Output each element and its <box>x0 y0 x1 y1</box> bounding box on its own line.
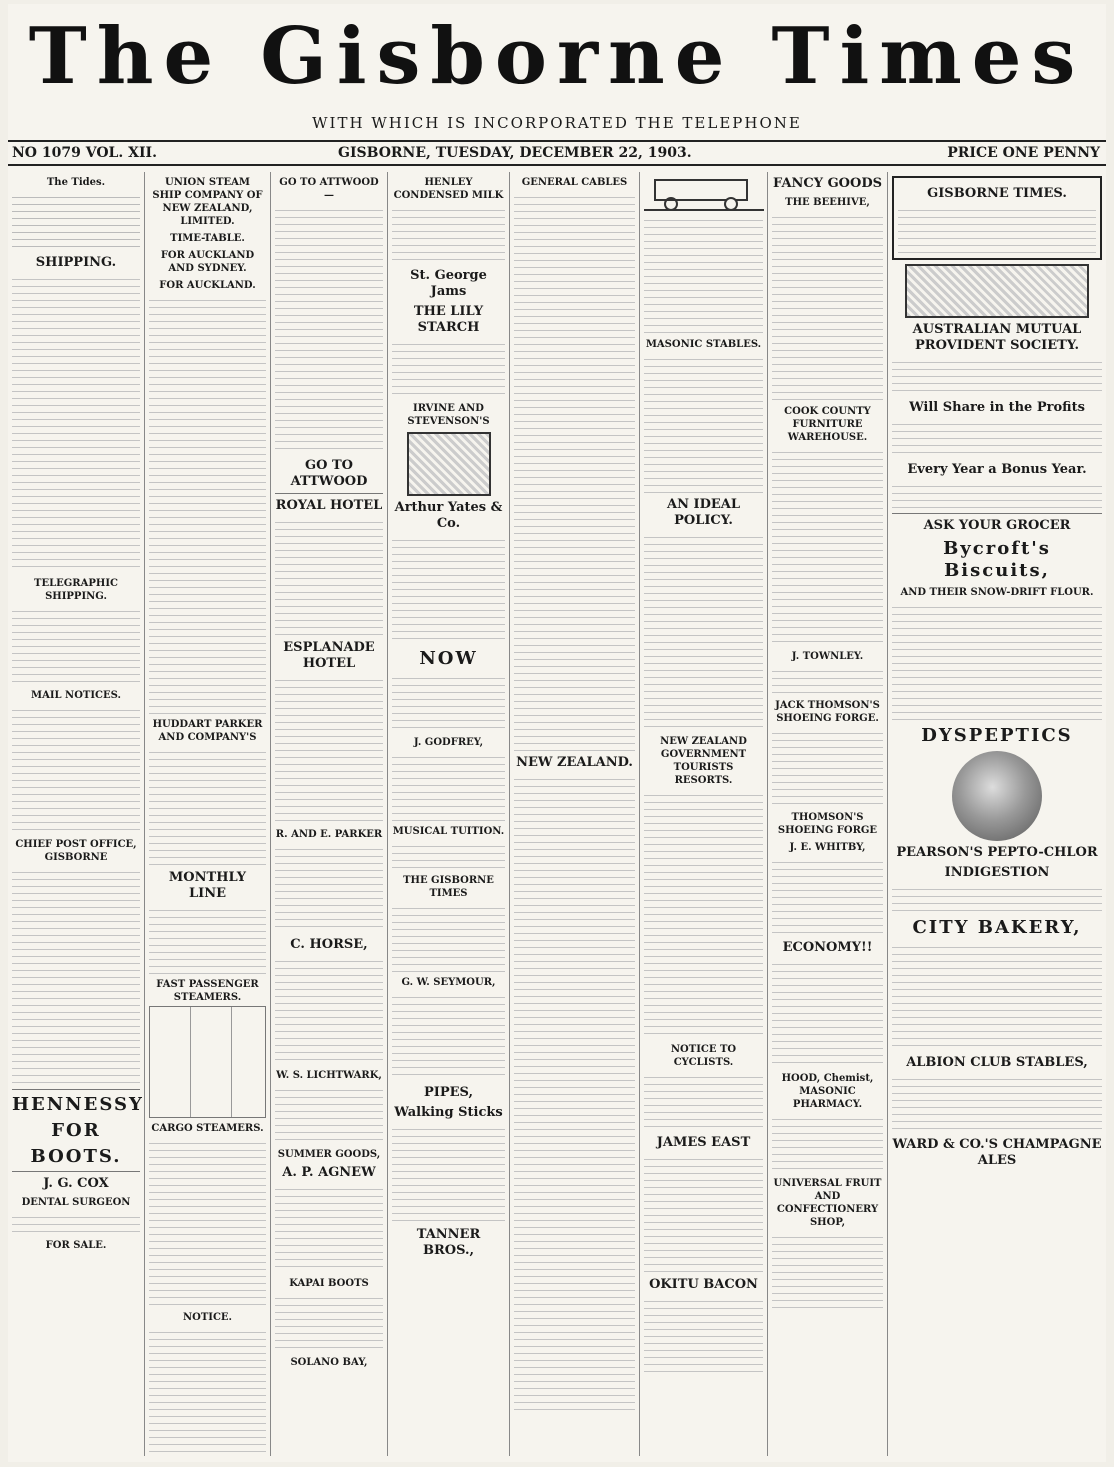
city-bakery: CITY BAKERY, <box>912 917 1082 938</box>
column-6 <box>640 172 768 1456</box>
coach-illustration <box>644 175 764 211</box>
walking-sticks: Walking Sticks <box>394 1105 503 1120</box>
yates-illustration <box>407 432 491 496</box>
parker: R. AND E. PARKER <box>275 829 383 840</box>
godfrey: J. GODFREY, <box>413 737 484 748</box>
shipping-text <box>12 273 140 573</box>
huddart-parker: HUDDART PARKER AND COMPANY'S <box>152 719 263 743</box>
musical-tuition: MUSICAL TUITION. <box>392 826 505 837</box>
hood-chemist: HOOD, Chemist, MASONIC PHARMACY. <box>781 1073 874 1110</box>
thomson-forge: THOMSON'S SHOEING FORGE <box>777 812 878 836</box>
attwood-1: GO TO ATTWOOD— <box>279 177 379 201</box>
cook-county: COOK COUNTY FURNITURE WAREHOUSE. <box>784 406 871 443</box>
yates: Arthur Yates & Co. <box>394 500 503 531</box>
masthead-title: The Gisborne Times <box>28 11 1086 102</box>
new-zealand: NEW ZEALAND. <box>516 755 633 770</box>
newspaper-page <box>8 4 1106 1462</box>
timetable-text <box>149 294 266 714</box>
dental-surgeon: DENTAL SURGEON <box>21 1197 131 1208</box>
bonus-year: Every Year a Bonus Year. <box>907 462 1087 477</box>
ward-ales: WARD & CO.'S CHAMPAGNE ALES <box>892 1137 1102 1168</box>
time-table: TIME-TABLE. <box>170 233 245 244</box>
times-printing: THE GISBORNE TIMES <box>403 875 494 899</box>
fast-passenger: FAST PASSENGER STEAMERS. <box>156 979 259 1003</box>
telegraphic-text <box>12 605 140 685</box>
post-office-text <box>12 866 140 1086</box>
column-2 <box>145 172 271 1456</box>
indigestion: INDIGESTION <box>944 865 1050 880</box>
amp-society: AUSTRALIAN MUTUAL PROVIDENT SOCIETY. <box>912 322 1082 353</box>
ask-grocer: ASK YOUR GROCER <box>923 518 1071 533</box>
okitu-bacon: OKITU BACON <box>649 1277 758 1292</box>
jack-thomson: JACK THOMSON'S SHOEING FORGE. <box>775 700 880 724</box>
seymour: G. W. SEYMOUR, <box>401 977 496 988</box>
snow-drift: AND THEIR SNOW-DRIFT FLOUR. <box>900 587 1094 598</box>
monthly-line: MONTHLY LINE <box>168 870 247 901</box>
column-3 <box>271 172 388 1456</box>
james-east: JAMES EAST <box>656 1135 751 1150</box>
kapai-boots: KAPAI BOOTS <box>289 1278 369 1289</box>
general-cables: GENERAL CABLES <box>521 177 628 188</box>
hennessy-boots: BOOTS. <box>30 1146 122 1167</box>
auckland-sydney: FOR AUCKLAND AND SYDNEY. <box>160 250 255 274</box>
royal-hotel: ROYAL HOTEL <box>275 498 383 513</box>
gisborne-times-ad-title: GISBORNE TIMES. <box>927 186 1067 201</box>
notice-heading: NOTICE. <box>182 1312 233 1323</box>
share-profits: Will Share in the Profits <box>909 400 1085 415</box>
for-auckland: FOR AUCKLAND. <box>159 280 256 291</box>
price: PRICE ONE PENNY <box>947 145 1100 161</box>
ideal-policy: AN IDEAL POLICY. <box>667 497 740 528</box>
tides-heading: The Tides. <box>46 177 106 188</box>
whitby: J. E. WHITBY, <box>789 842 866 853</box>
hennessy-heading: HENNESSY <box>12 1094 144 1115</box>
albion-stables: ALBION CLUB STABLES, <box>906 1055 1088 1070</box>
lily-starch: THE LILY STARCH <box>413 304 484 335</box>
townley: J. TOWNLEY. <box>791 651 864 662</box>
dateline <box>8 140 1106 166</box>
pepto-chlor: PEARSON'S PEPTO-CHLOR <box>896 845 1098 860</box>
tides-table <box>12 191 140 251</box>
nz-text <box>514 773 635 1413</box>
post-office-heading: CHIEF POST OFFICE, GISBORNE <box>15 839 137 863</box>
for-sale-heading: FOR SALE. <box>45 1240 107 1251</box>
agnew: A. P. AGNEW <box>282 1165 376 1180</box>
shipping-heading: SHIPPING. <box>35 255 117 270</box>
pearson-portrait <box>952 751 1042 841</box>
horse: C. HORSE, <box>290 937 368 952</box>
column-7 <box>768 172 888 1456</box>
attwood-2: GO TO ATTWOOD <box>290 458 368 489</box>
telegraphic-shipping-heading: TELEGRAPHIC SHIPPING. <box>34 578 118 602</box>
tanner-bros: TANNER BROS., <box>416 1227 481 1258</box>
henley-milk: HENLEY CONDENSED MILK <box>393 177 504 201</box>
issue-number: NO 1079 VOL. XII. <box>12 145 157 161</box>
mail-notices-text <box>12 704 140 834</box>
st-george-jams: St. George Jams <box>410 268 487 299</box>
masonic-stables: MASONIC STABLES. <box>645 339 762 350</box>
now-heading: NOW <box>419 648 478 669</box>
universal-fruit: UNIVERSAL FRUIT AND CONFECTIONERY SHOP, <box>773 1178 882 1228</box>
irvine-stevenson: IRVINE AND STEVENSON'S <box>407 403 490 427</box>
mail-notices-heading: MAIL NOTICES. <box>31 690 121 701</box>
masthead-subtitle: WITH WHICH IS INCORPORATED THE TELEPHONE <box>312 114 802 132</box>
hennessy-for: FOR <box>51 1120 101 1141</box>
column-8 <box>888 172 1106 1456</box>
column-1 <box>8 172 145 1456</box>
esplanade-hotel: ESPLANADE HOTEL <box>283 640 375 671</box>
steamer-table <box>149 1006 266 1118</box>
pipes: PIPES, <box>424 1085 473 1100</box>
cables-text <box>514 191 635 751</box>
bycrofts: Bycroft's Biscuits, <box>943 538 1051 581</box>
cox-heading: J. G. COX <box>43 1176 109 1191</box>
cyclists-notice: NOTICE TO CYCLISTS. <box>670 1044 737 1068</box>
cargo-steamers: CARGO STEAMERS. <box>151 1123 264 1134</box>
masthead <box>8 4 1106 136</box>
tourist-resorts: NEW ZEALAND GOVERNMENT TOURISTS RESORTS. <box>660 736 747 786</box>
summer-goods: SUMMER GOODS, <box>277 1149 381 1160</box>
amp-illustration <box>905 264 1089 318</box>
dyspeptics: DYSPEPTICS <box>921 725 1073 746</box>
column-5 <box>510 172 640 1456</box>
column-4 <box>388 172 510 1456</box>
gisborne-times-ad <box>892 176 1102 260</box>
union-steam-ship: UNION STEAM SHIP COMPANY OF NEW ZEALAND, LIMITED. <box>152 177 263 227</box>
fancy-goods: FANCY GOODS <box>772 176 882 191</box>
beehive: THE BEEHIVE, <box>785 197 870 208</box>
solano-bay: SOLANO BAY, <box>290 1357 368 1368</box>
lichtwark: W. S. LICHTWARK, <box>276 1070 382 1081</box>
economy: ECONOMY!! <box>782 940 873 955</box>
issue-date: GISBORNE, TUESDAY, DECEMBER 22, 1903. <box>338 145 692 161</box>
